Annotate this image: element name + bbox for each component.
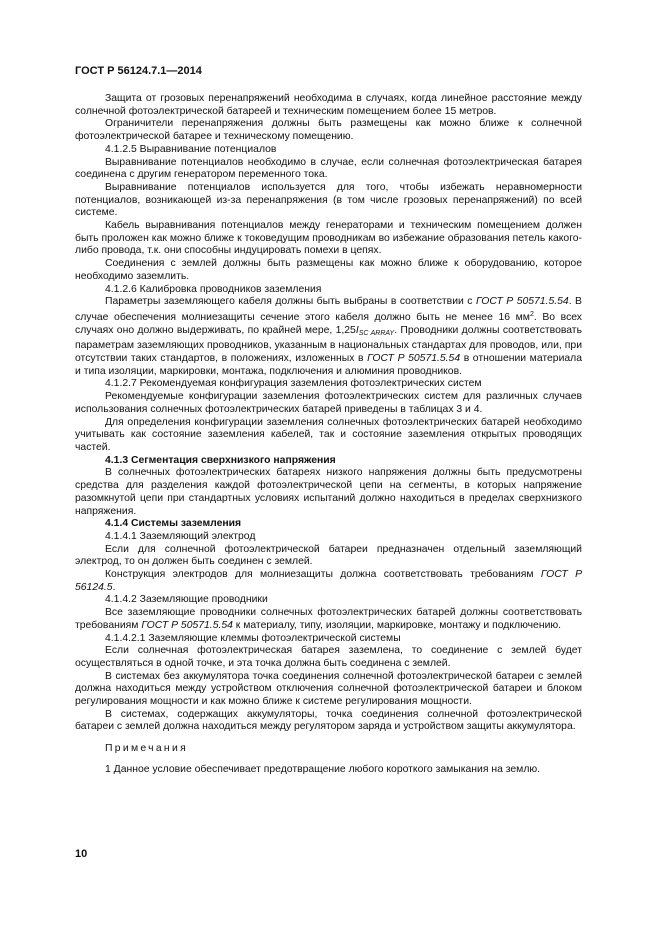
superscript: 2 [529, 310, 534, 318]
paragraph: Выравнивание потенциалов используется для того, чтобы избежать неравномерности потенциалов, возникающей из-за перенапряжения (в том числе грозовых перенапряжений) по всей системе. [75, 181, 582, 219]
text-run: в отношении материала и типа изоляции, маркировки, монтажа, подключения и алюминия проводников. [75, 353, 582, 377]
paragraph: В системах, содержащих аккумуляторы, точка соединения солнечной фотоэлектрической батареи с землей должна находиться между регулятором заряда и устройством защиты аккумулятора. [75, 708, 582, 733]
text-run: . Проводники должны соответствовать параметрам заземляющих проводников, указанным в национальных стандартах для проводов, или, при отсутствии таких стандартов, в положениях, изложенных в [75, 324, 582, 365]
text-run: к материалу, типу, изоляции, маркировке, монтажу и подключению. [232, 619, 562, 631]
paragraph: Защита от грозовых перенапряжений необходима в случаях, когда линейное расстояние между солнечной фотоэлектрической батареей и техническим помещением более 15 метров. [75, 93, 582, 117]
section-heading: 4.1.4 Системы заземления [105, 518, 242, 530]
paragraph: В системах без аккумулятора точка соединения солнечной фотоэлектрической батареи с землей должна находиться между устройством отключения солнечной фотоэлектрической батареи и блоком регулирования мощности и как можно ближе к системе регулирования мощности. [75, 670, 582, 708]
paragraph: Если солнечная фотоэлектрическая батарея заземлена, то соединение с землей будет осуществляться в одной точке, и эта точка должна быть соединена с землей. [75, 645, 582, 669]
paragraph: Выравнивание потенциалов необходимо в случае, если солнечная фотоэлектрическая батарея соединена с другим генератором переменного тока. [75, 156, 582, 181]
paragraph: Кабель выравнивания потенциалов между генераторами и техническим помещением должен быть проложен как можно ближе к токоведущим проводникам во избежание образования петель какого-либо провода, т.к. они способны индуцировать помехи в цепях. [75, 220, 582, 257]
text-run: . В случае обеспечения молниезащиты сечение этого кабеля должно быть не менее 16 мм [75, 296, 582, 323]
standard-reference: ГОСТ Р 56124.5 [75, 569, 582, 593]
section-heading: 4.1.4.2 Заземляющие проводники [105, 594, 268, 606]
paragraph: Если для солнечной фотоэлектрической батареи предназначен отдельный заземляющий электрод, то он должен быть соединен с землей. [75, 543, 582, 568]
paragraph: Соединения с землей должны быть размещены как можно ближе к оборудованию, которое необходимо заземлить. [75, 258, 582, 282]
paragraph [75, 607, 582, 632]
text-run: Конструкция электродов для молниезащиты должна соответствовать требованиям [105, 569, 541, 581]
text-run: . [112, 581, 116, 593]
page-number: 10 [75, 848, 88, 860]
section-heading: 4.1.2.6 Калибровка проводников заземления [105, 283, 322, 295]
text-run: . Во всех случаях оно должно выдерживать, по крайней мере, 1,25 [75, 311, 583, 336]
text-run: Параметры заземляющего кабеля должны быть выбраны в соответствии с [105, 296, 476, 308]
subscript: SC ARRAY [358, 329, 395, 337]
standard-reference: ГОСТ Р 50571.5.54 [475, 296, 569, 308]
paragraph [75, 296, 582, 378]
document-header: ГОСТ Р 56124.7.1—2014 [75, 65, 202, 77]
paragraph: Ограничители перенапряжения должны быть размещены как можно ближе к солнечной фотоэлектрической батарее и техническому помещению. [75, 118, 582, 143]
section-heading: 4.1.2.7 Рекомендуемая конфигурация заземления фотоэлектрических систем [105, 378, 482, 390]
text-run: Все заземляющие проводники солнечных фотоэлектрических батарей должны соответствовать требованиям [75, 607, 582, 631]
notes-title: Примечания [105, 743, 188, 755]
paragraph: Для определения конфигурации заземления солнечных фотоэлектрических батарей необходимо учитывать как состояние заземления кабелей, так и состояние заземления открытых проводящих частей. [75, 416, 582, 453]
paragraph: В солнечных фотоэлектрических батареях низкого напряжения должны быть предусмотрены средства для разделения каждой фотоэлектрической цепи на сегменты, в которых напряжение разомкнутой цепи при стандартных условиях испытаний должно находиться в пределах сверхнизкого напряжения. [75, 467, 582, 517]
section-heading: 4.1.4.2.1 Заземляющие клеммы фотоэлектрической системы [105, 632, 401, 644]
section-heading: 4.1.3 Сегментация сверхнизкого напряжения [105, 454, 336, 466]
note-item: 1 Данное условие обеспечивает предотвращение любого короткого замыкания на землю. [105, 763, 541, 775]
standard-reference: ГОСТ Р 50571.5.54 [141, 619, 233, 631]
section-heading: 4.1.2.5 Выравнивание потенциалов [105, 143, 277, 155]
paragraph: Рекомендуемые конфигурации заземления фотоэлектрических систем для различных случаев использования солнечных фотоэлектрических батарей приведены в таблицах 3 и 4. [75, 391, 582, 415]
standard-reference: ГОСТ Р 50571.5.54 [367, 353, 461, 365]
paragraph [75, 569, 582, 594]
current-symbol: I [355, 324, 359, 336]
section-heading: 4.1.4.1 Заземляющий электрод [105, 530, 256, 542]
document-body [75, 93, 582, 777]
